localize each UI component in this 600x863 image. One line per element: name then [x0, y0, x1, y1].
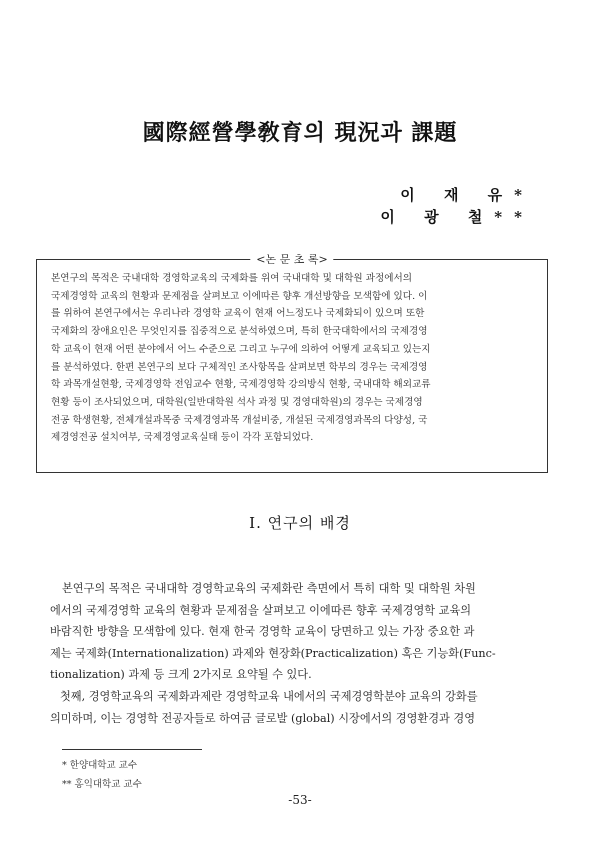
abstract-line: 를 분석하였다. 한편 본연구의 보다 구체적인 조사항목을 살펴보면 학부의 경우는 국제경영	[51, 361, 428, 373]
body-line: 본연구의 목적은 국내대학 경영학교육의 국제화란 측면에서 특히 대학 및 대학원 차원	[62, 582, 476, 595]
author-2: 이 광 철**	[380, 208, 534, 226]
footnote-2: ** 홍익대학교 교수	[62, 779, 142, 790]
body-line: 제는 국제화(Internationalization) 과제와 현장화(Practicalization) 혹은 기능화(Func-	[50, 646, 496, 660]
footnote-1: * 한양대학교 교수	[62, 760, 138, 771]
footnote-rule	[62, 749, 202, 750]
body-line: 에서의 국제경영학 교육의 현황과 문제점을 살펴보고 이에따른 향후 국제경영학 교육의	[50, 603, 472, 617]
abstract-line: 학 과목개설현황, 국제경영학 전임교수 현황, 국제경영학 강의방식 현황, 국내대학 해외교류	[51, 379, 431, 391]
paper-title: 國際經營學敎育의 現況과 課題	[142, 120, 458, 146]
abstract-line: 전공 학생현황, 전체개설과목중 국제경영과목 개설비중, 개설된 국제경영과목의 다양성, 국	[51, 414, 428, 426]
abstract-label: <논 문 초 록>	[250, 251, 333, 267]
footnotes	[62, 756, 142, 794]
abstract-box	[36, 253, 548, 473]
page-number: -53-	[288, 793, 312, 807]
abstract-line: 본연구의 목적은 국내대학 경영학교육의 국제화를 위여 국내대학 및 대학원 과정에서의	[51, 273, 413, 284]
author-1: 이 재 유*	[400, 186, 534, 204]
abstract-line: 현황 등이 조사되었으며, 대학원(일반대학원 석사 과정 및 경영대학원)의 경우는 국제경영	[51, 396, 423, 408]
abstract-line: 를 위하여 본연구에서는 우리나라 경영학 교육이 현재 어느정도나 국제화되이 있으며 또한	[51, 308, 425, 320]
body-line: 바람직한 방향을 모색함에 있다. 현재 한국 경영학 교육이 당면하고 있는 가장 중요한 과	[50, 625, 475, 639]
body-text	[50, 578, 552, 729]
abstract-line: 학 교육이 현재 어떤 분야에서 어느 수준으로 그리고 누구에 의하여 어떻게 교육되고 있는지	[51, 343, 431, 355]
abstract-line: 제경영전공 설치여부, 국제경영교육실태 등이 각각 포함되었다.	[51, 432, 314, 444]
body-line: tionalization) 과제 등 크게 2가지로 요약될 수 있다.	[50, 668, 312, 682]
abstract-line: 국제화의 장애요인은 무엇인지를 집중적으로 분석하였으며, 특히 한국대학에서의 국제경영	[51, 326, 428, 338]
body-line: 의미하며, 이는 경영학 전공자들로 하여금 글로발 (global) 시장에서의 경영환경과 경영	[50, 711, 476, 725]
section-heading: I. 연구의 배경	[249, 514, 351, 532]
body-line: 첫째, 경영학교육의 국제화과제란 경영학교육 내에서의 국제경영학분야 교육의 강화를	[60, 689, 478, 703]
abstract-body	[51, 270, 537, 447]
abstract-line: 국제경영학 교육의 현황과 문제점을 살펴보고 이에따른 향후 개선방향을 모색함에 있다. 이	[51, 290, 428, 302]
